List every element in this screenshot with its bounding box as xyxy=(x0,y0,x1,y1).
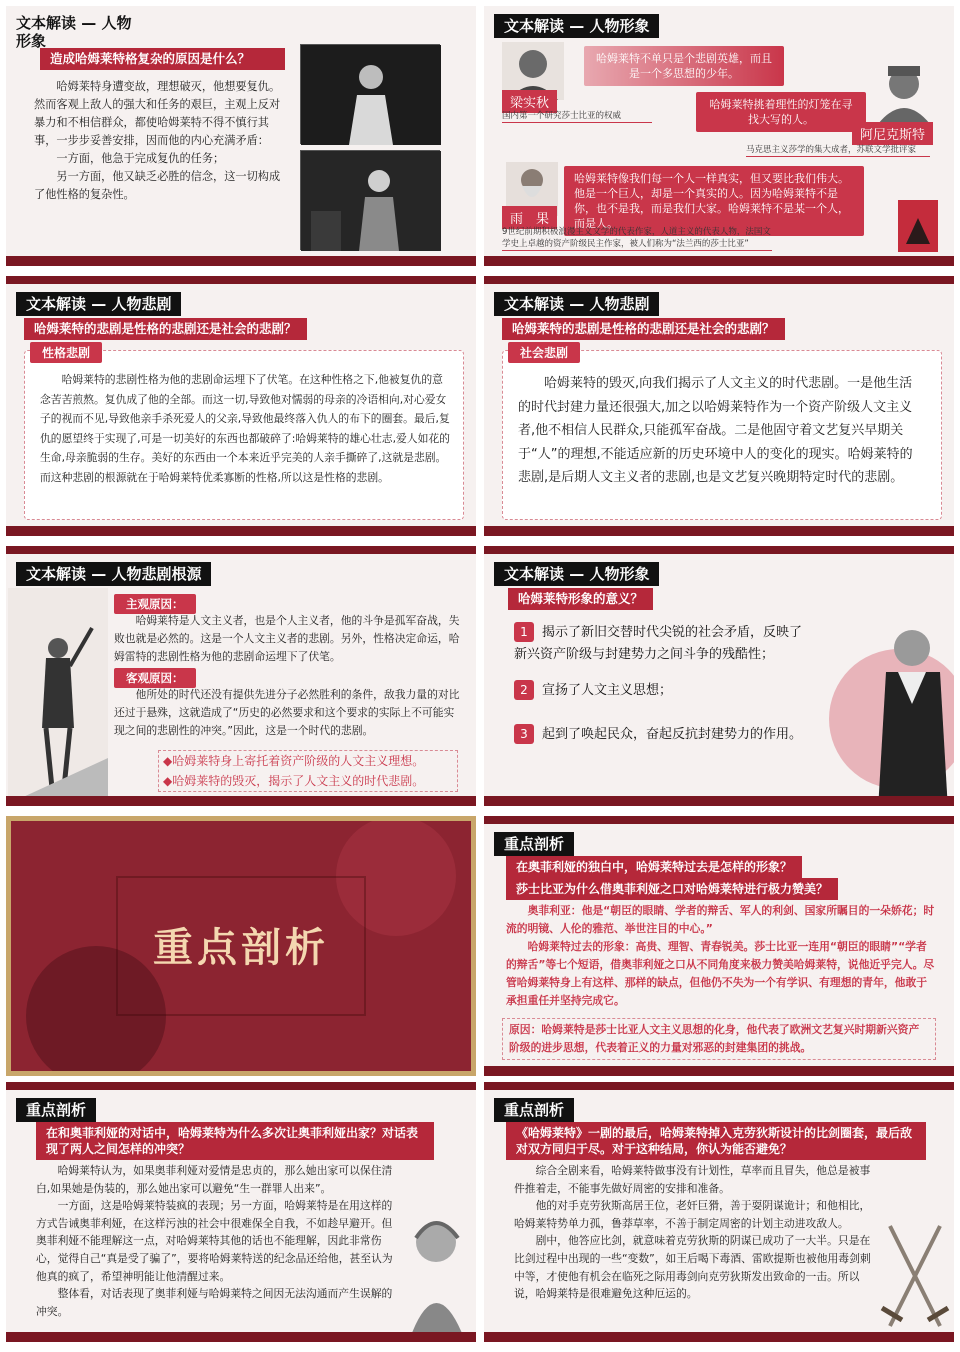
bullet-text: 哈姆莱特的毁灭，揭示了人文主义的时代悲剧。 xyxy=(172,774,425,788)
book-cover xyxy=(898,200,938,252)
body-text xyxy=(518,372,914,490)
paragraph: 哈姆莱特的毁灭,向我们揭示了人文主义的时代悲剧。一是他生活的时代封建力量还很强大,加之以哈姆莱特作为一个资产阶级人文主义者,他不相信人民群众,只能孤军奋战。二是他固守着文艺复兴早期关于“人”的理想,不能适应新的历史环境中人的变化的现实。哈姆莱特的悲剧,是后期人文主义者的悲剧,也是文艺复兴晚期特定时代的悲剧。 xyxy=(518,376,913,485)
hamlet-photo-1 xyxy=(300,44,440,144)
question-bar: 哈姆莱特形象的意义？ xyxy=(508,588,653,610)
slide-key-analysis-ophelia-monologue xyxy=(484,816,954,1076)
hamlet-photo-2 xyxy=(300,150,440,250)
slide-character-tragedy xyxy=(6,276,476,536)
paragraph: 哈姆莱特身遭变故，理想破灭，他想要复仇。然而客观上敌人的强大和任务的艰巨，主观上反对暴力和不相信群众，都使哈姆莱特不得不慎行其事，一步步妥善安排，因而他的内心充满矛盾： xyxy=(34,80,281,147)
question-bar-1: 在奥菲利娅的独白中，哈姆莱特过去是怎样的形象？ xyxy=(506,856,802,878)
note-anikst: 马克思主义莎学的集大成者，苏联文学批评家 xyxy=(746,144,930,157)
question-bar: 造成哈姆莱特格复杂的原因是什么？ xyxy=(40,48,285,70)
question-bar: 在和奥菲利娅的对话中，哈姆莱特为什么多次让奥菲利娅出家？对话表现了两人之间怎样的冲突？ xyxy=(36,1122,434,1160)
paragraph: 他的对手克劳狄斯高居王位，老奸巨猾，善于耍阴谋诡计；和他相比，哈姆莱特势单力孤，鲁莽草率，不善于制定周密的计划主动进攻敌人。 xyxy=(514,1199,871,1230)
question-bar: 哈姆莱特的悲剧是性格的悲剧还是社会的悲剧？ xyxy=(24,318,307,340)
name-liang-shiqiu: 梁实秋 xyxy=(502,90,557,113)
slide-character-complexity xyxy=(6,6,476,266)
item-text: 宣扬了人文主义思想； xyxy=(542,683,673,698)
slide-section-title xyxy=(6,816,476,1076)
slide-tag: 文本解读 — 人物悲剧根源 xyxy=(16,562,211,586)
objective-text xyxy=(114,686,460,740)
quote-bubble-2: 哈姆莱特挑着理性的灯笼在寻找大写的人。 xyxy=(696,92,866,132)
quote-bubble-3: 哈姆莱特像我们每一个人一样真实，但又要比我们伟大。他是一个巨人，却是一个真实的人。因为哈姆莱特不是你，也不是我，而是我们大家。哈姆莱特不是某一个人，而是人。 xyxy=(564,166,864,236)
note-hugo: 9世纪前期积极浪漫主义文学的代表作家，人道主义的代表人物，法国文学史上卓越的资产阶级民主作家，被人们称为“法兰西的莎士比亚” xyxy=(502,227,771,249)
list-item xyxy=(514,622,814,666)
number-badge: 1 xyxy=(514,622,534,642)
list-item xyxy=(514,680,814,702)
slide-social-tragedy xyxy=(484,276,954,536)
body-text xyxy=(40,370,450,487)
paragraph: 一方面，他急于完成复仇的任务； xyxy=(56,152,225,165)
bullet-text: 哈姆莱特身上寄托着资产阶级的人文主义理想。 xyxy=(172,754,425,768)
slide-tag: 重点剖析 xyxy=(16,1098,96,1122)
objective-label: 客观原因： xyxy=(114,668,196,688)
subjective-text xyxy=(114,612,460,666)
hamlet-engraving xyxy=(8,588,108,804)
name-hugo: 雨 果 xyxy=(502,206,557,229)
paragraph: 哈姆莱特过去的形象：高贵、理智、青春锐美。莎士比亚一连用“朝臣的眼睛”“学者的辩舌”等七个短语，借奥菲利娅之口从不同角度来极力赞美哈姆莱特，说他近乎完人。尽管哈姆莱特身上有这样、那样的缺点，但他仍不失为一个有学识、有理想的青年，他敢于承担重任并坚持完成它。 xyxy=(506,940,935,1007)
slide-tag: 文本解读 — 人物形象 xyxy=(494,562,659,586)
slide-key-analysis-ending xyxy=(484,1082,954,1342)
hamlet-portrait xyxy=(868,614,952,806)
item-text: 起到了唤起民众，奋起反抗封建势力的作用。 xyxy=(542,727,803,742)
diamond-icon: ◆ xyxy=(163,774,173,788)
body-text xyxy=(514,1162,874,1303)
reason-box xyxy=(502,1018,936,1060)
slide-tag: 文本解读 — 人物形象 xyxy=(494,14,659,38)
paragraph: 哈姆莱特认为，如果奥菲利娅对爱情是忠贞的，那么她出家可以保住清白,如果她是伪装的，那么她出家可以避免“生一群罪人出来”。 xyxy=(36,1164,393,1195)
slide-tag: 文本解读 — 人物悲剧 xyxy=(16,292,181,316)
question-bar: 《哈姆莱特》一剧的最后，哈姆莱特掉入克劳狄斯设计的比剑圈套，最后敌对双方同归于尽。对于这种结局，你认为能否避免？ xyxy=(506,1122,926,1160)
slide-tag: 重点剖析 xyxy=(494,832,574,856)
paragraph: 一方面，这是哈姆莱特装疯的表现；另一方面，哈姆莱特是在用这样的方式告诫奥菲利娅，在这样污浊的社会中很难保全自我，不如趁早避开。但奥菲利娅不能理解这一点，对哈姆莱特其他的话也不能理解，因此非常伤心，觉得自己“真是受了骗了”，要将哈姆莱特送的纪念品还给他，甚至认为他真的疯了，希望神明能让他清醒过来。 xyxy=(36,1199,393,1283)
paragraph: 整体看，对话表现了奥菲利娅与哈姆莱特之间因无法沟通而产生误解的冲突。 xyxy=(36,1287,393,1318)
bullet-item xyxy=(163,771,453,791)
slide-tragedy-roots xyxy=(6,546,476,806)
body-text xyxy=(36,1162,398,1320)
slide-tag: 文本解读 — 人物形象 xyxy=(16,14,132,50)
quote-bubble-1: 哈姆莱特不单只是个悲剧英雄，而且是一个多思想的少年。 xyxy=(584,46,784,86)
paragraph: 剧中，他答应比剑，就意味着克劳狄斯的阴谋已成功了一大半。只是在比剑过程中出现的一些“变数”，如王后喝下毒酒、雷欧提斯也被他用毒剑刺中等，才使他有机会在临死之际用毒剑向克劳狄斯发出致命的一击。所以说，哈姆莱特是很难避免这种厄运的。 xyxy=(514,1234,871,1301)
item-text: 揭示了新旧交替时代尖锐的社会矛盾，反映了新兴资产阶级与封建势力之间斗争的残酷性； xyxy=(514,625,803,662)
number-badge: 3 xyxy=(514,724,534,744)
paragraph: 哈姆莱特的悲剧性格为他的悲剧命运埋下了伏笔。在这种性格之下,他被复仇的意念苦苦煎熬。复仇成了他的全部。而这一切,导致他对懦弱的母亲的冷语相向,对心爱女子的视而不见,导致他亲手杀死爱人的父亲,导致他最终落入仇人的布下的圈套。最后,复仇的愿望终于实现了,可是一切美好的东西也都破碎了:哈姆莱特的雄心壮志,爱人如花的生命,母亲脆弱的生存。美好的东西由一个本来近乎完美的人亲手撕碎了,这就是悲剧。而这种悲剧的根源就在于哈姆莱特优柔寡断的性格,所以这是性格的悲剧。 xyxy=(40,373,450,484)
crossed-swords-icon xyxy=(880,1216,950,1336)
slide-critic-quotes xyxy=(484,6,954,266)
slide-tag: 重点剖析 xyxy=(494,1098,574,1122)
paragraph: 奥菲利亚：他是“朝臣的眼睛、学者的辩舌、军人的利剑、国家所瞩目的一朵娇花；时流的明镜、人伦的雅范、举世注目的中心。” xyxy=(506,904,935,935)
list-item xyxy=(514,724,834,746)
paragraph: 另一方面，他又缺乏必胜的信念，这一切构成了他性格的复杂性。 xyxy=(34,170,281,201)
question-bar-2: 莎士比亚为什么借奥菲利娅之口对哈姆莱特进行极力赞美？ xyxy=(506,878,838,900)
reason-text: 原因：哈姆莱特是莎士比亚人文主义思想的化身，他代表了欧洲文艺复兴时期新兴资产阶级的进步思想，代表着正义的力量对邪恶的封建集团的挑战。 xyxy=(509,1023,920,1054)
diamond-icon: ◆ xyxy=(163,754,173,768)
name-anikst: 阿尼克斯特 xyxy=(852,122,933,145)
body-text xyxy=(34,78,290,204)
subjective-label: 主观原因： xyxy=(114,594,196,614)
body-text xyxy=(506,902,936,1010)
slide-key-analysis-dialogue xyxy=(6,1082,476,1342)
paragraph: 他所处的时代还没有提供先进分子必然胜利的条件，敌我力量的对比还过于悬殊，这就造成了“历史的必然要求和这个要求的实际上不可能实现之间的悲剧性的冲突。”因此，这是一个时代的悲剧。 xyxy=(114,688,460,737)
bullet-item xyxy=(163,751,453,771)
portrait-anikst xyxy=(874,58,934,124)
slide-image-significance xyxy=(484,546,954,806)
ophelia-engraving xyxy=(402,1208,472,1338)
question-bar: 哈姆莱特的悲剧是性格的悲剧还是社会的悲剧？ xyxy=(502,318,785,340)
tag-social-tragedy: 社会悲剧 xyxy=(508,342,580,363)
section-title: 重点剖析 xyxy=(153,925,329,971)
slide-tag: 文本解读 — 人物悲剧 xyxy=(494,292,659,316)
paragraph: 综合全剧来看，哈姆莱特做事没有计划性，草率而且冒失，他总是被事件推着走，不能事先做好周密的安排和准备。 xyxy=(514,1164,871,1195)
paragraph: 哈姆莱特是人文主义者，也是个人主义者，他的斗争是孤军奋战，失败也就是必然的。这是一个人文主义者的悲剧。另外，性格决定命运，哈姆雷特的悲剧性格为他的悲剧命运埋下了伏笔。 xyxy=(114,614,460,663)
conclusion-box xyxy=(158,750,458,792)
note-liang-shiqiu: 国内第一个研究莎士比亚的权威 xyxy=(502,110,652,123)
number-badge: 2 xyxy=(514,680,534,700)
tag-character-tragedy: 性格悲剧 xyxy=(30,342,102,363)
